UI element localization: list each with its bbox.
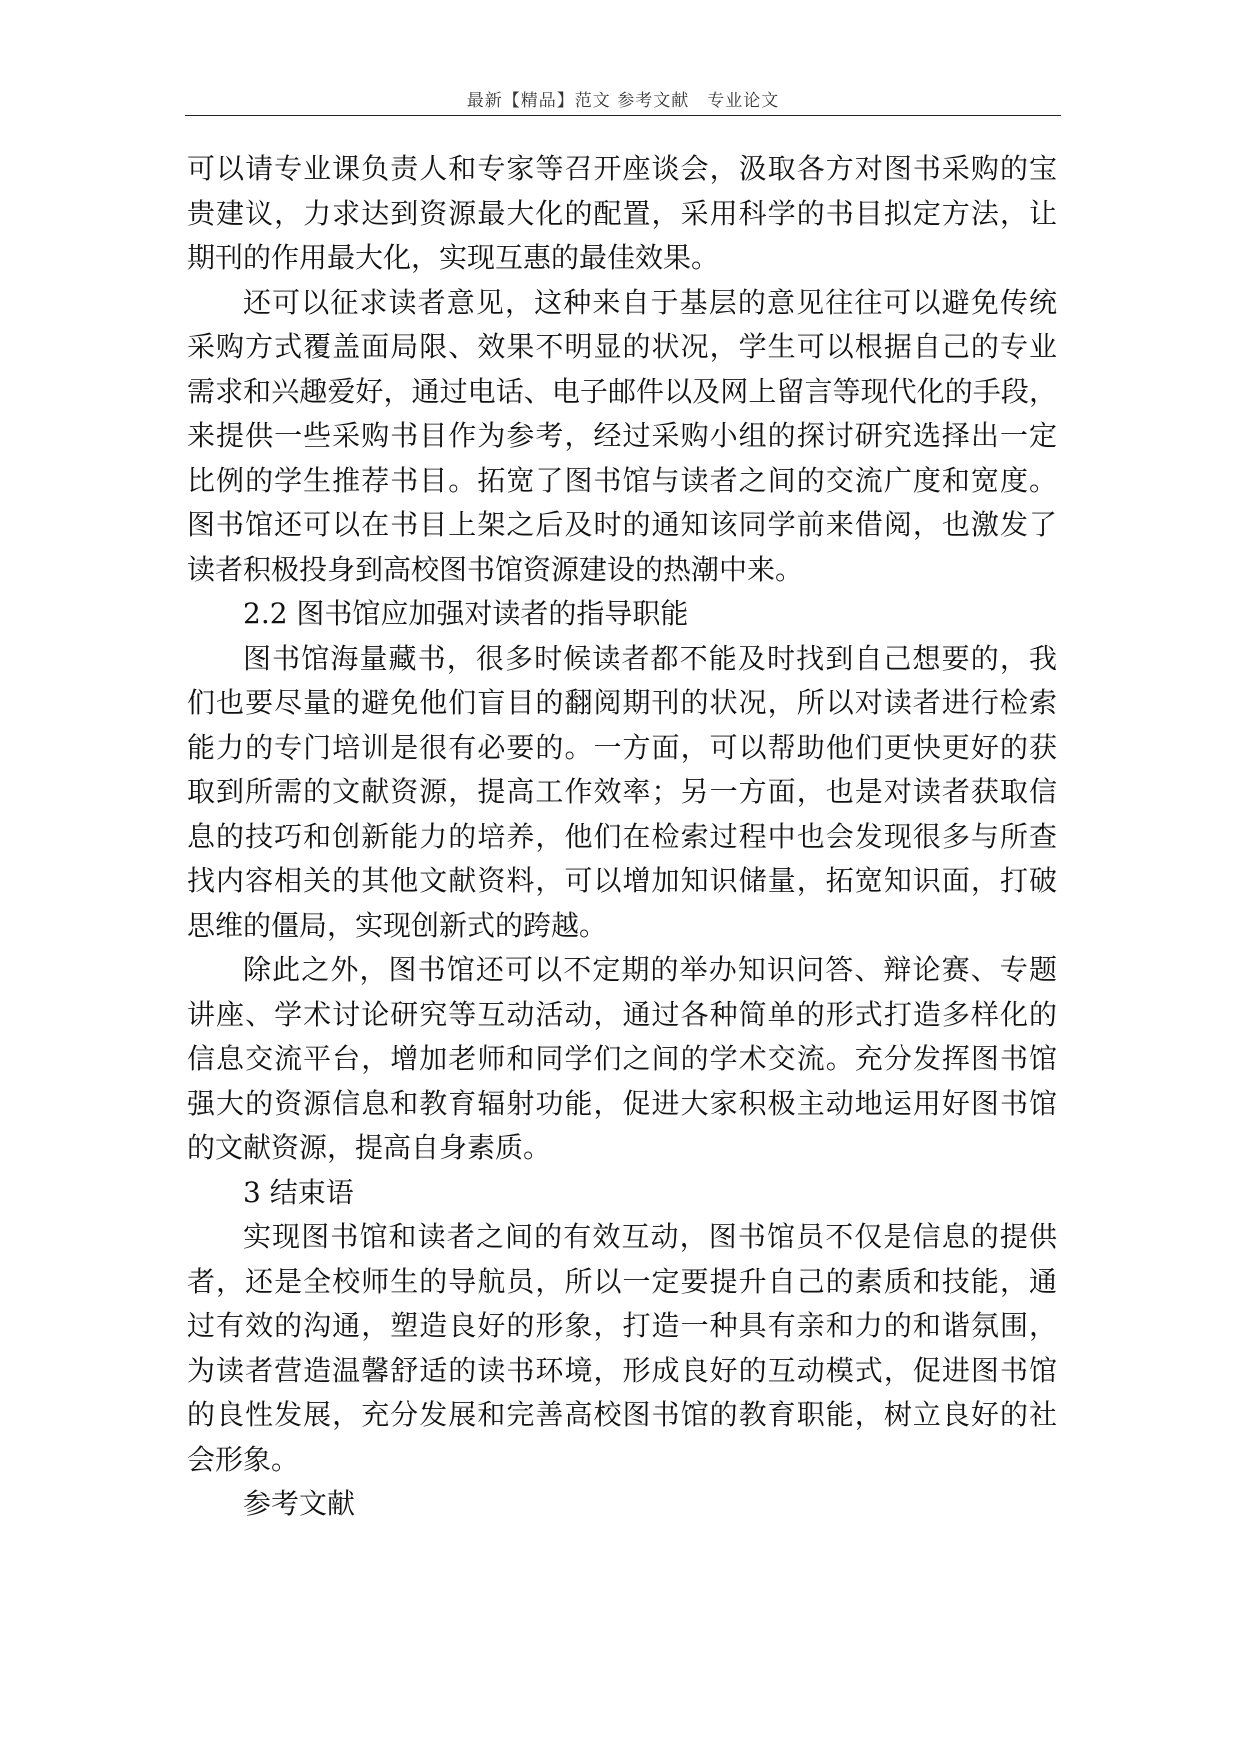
paragraph-line: 信息交流平台，增加老师和同学们之间的学术交流。充分发挥图书馆 — [187, 1042, 1057, 1075]
document-body — [187, 147, 1057, 1527]
paragraph-line: 来提供一些采购书目作为参考，经过采购小组的探讨研究选择出一定 — [187, 419, 1057, 452]
paragraph-line: 图书馆还可以在书目上架之后及时的通知该同学前来借阅，也激发了 — [187, 508, 1057, 541]
paragraph-line: 能力的专门培训是很有必要的。一方面，可以帮助他们更快更好的获 — [187, 730, 1057, 764]
paragraph-line: 比例的学生推荐书目。拓宽了图书馆与读者之间的交流广度和宽度。 — [187, 463, 1057, 497]
paragraph-line: 实现图书馆和读者之间的有效互动，图书馆员不仅是信息的提供 — [243, 1220, 1057, 1253]
paragraph-line: 贵建议，力求达到资源最大化的配置，采用科学的书目拟定方法，让 — [187, 196, 1057, 230]
paragraph-line: 思维的僵局，实现创新式的跨越。 — [187, 908, 608, 942]
paragraph-line: 强大的资源信息和教育辐射功能，促进大家积极主动地运用好图书馆 — [187, 1086, 1057, 1120]
paragraph-line: 讲座、学术讨论研究等互动活动，通过各种简单的形式打造多样化的 — [187, 997, 1057, 1031]
paragraph-line: 除此之外，图书馆还可以不定期的举办知识问答、辩论赛、专题 — [243, 953, 1057, 986]
paragraph-line: 可以请专业课负责人和专家等召开座谈会，汲取各方对图书采购的宝 — [187, 152, 1057, 185]
paragraph-line: 的文献资源，提高自身素质。 — [187, 1131, 552, 1164]
paragraph-line: 读者积极投身到高校图书馆资源建设的热潮中来。 — [187, 552, 804, 586]
paragraph-line: 过有效的沟通，塑造良好的形象，打造一种具有亲和力的和谐氛围， — [187, 1309, 1057, 1342]
section-heading: 2.2 图书馆应加强对读者的指导职能 — [243, 597, 689, 630]
paragraph-line: 需求和兴趣爱好，通过电话、电子邮件以及网上留言等现代化的手段， — [187, 374, 1057, 408]
paragraph-line: 们也要尽量的避免他们盲目的翻阅期刊的状况，所以对读者进行检索 — [187, 686, 1057, 719]
paragraph-line: 找内容相关的其他文献资料，可以增加知识储量，拓宽知识面，打破 — [187, 864, 1057, 897]
paragraph-line: 图书馆海量藏书，很多时候读者都不能及时找到自己想要的，我 — [243, 641, 1057, 675]
paragraph-line: 还可以征求读者意见，这种来自于基层的意见往往可以避免传统 — [243, 285, 1057, 319]
paragraph-line: 者，还是全校师生的导航员，所以一定要提升自己的素质和技能，通 — [187, 1264, 1057, 1298]
paragraph-line: 采购方式覆盖面局限、效果不明显的状况，学生可以根据自己的专业 — [187, 330, 1057, 363]
references-heading: 参考文献 — [243, 1487, 356, 1520]
paragraph-line: 的良性发展，充分发展和完善高校图书馆的教育职能，树立良好的社 — [187, 1398, 1057, 1431]
section-heading: 3 结束语 — [243, 1175, 354, 1209]
paragraph-line: 息的技巧和创新能力的培养，他们在检索过程中也会发现很多与所查 — [187, 819, 1057, 853]
paragraph-line: 为读者营造温馨舒适的读书环境，形成良好的互动模式，促进图书馆 — [187, 1353, 1057, 1387]
paragraph-line: 会形象。 — [187, 1442, 300, 1476]
paragraph-line: 取到所需的文献资源，提高工作效率；另一方面，也是对读者获取信 — [187, 775, 1057, 808]
header-divider — [185, 115, 1061, 116]
page-header: 最新【精品】范文 参考文献 专业论文 — [466, 91, 780, 111]
paragraph-line: 期刊的作用最大化，实现互惠的最佳效果。 — [187, 241, 720, 274]
